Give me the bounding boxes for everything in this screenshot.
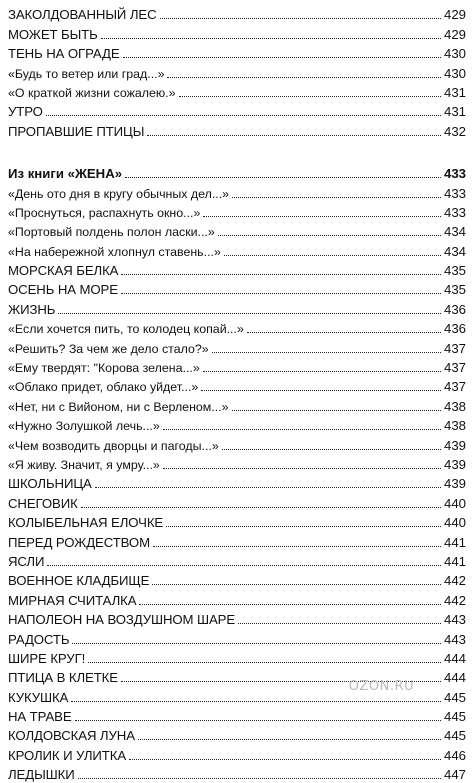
dot-leader	[201, 390, 441, 391]
dot-leader	[78, 778, 441, 779]
toc-entry-title: «Чем возводить дворцы и пагоды...»	[8, 438, 219, 453]
toc-entry	[8, 551, 466, 570]
toc-entry-title: ЯСЛИ	[8, 553, 45, 569]
toc-entry-title: «День ото дня в кругу обычных дел...»	[8, 186, 230, 201]
toc-entry-title: ТЕНЬ НА ОГРАДЕ	[8, 46, 120, 62]
toc-entry-title: МОРСКАЯ БЕЛКА	[8, 263, 119, 279]
dot-leader	[47, 565, 441, 566]
toc-entry	[8, 492, 466, 511]
dot-leader	[88, 662, 441, 663]
toc-entry	[8, 570, 466, 589]
toc-entry	[8, 725, 466, 744]
toc-entry-title: КОЛДОВСКАЯ ЛУНА	[8, 728, 135, 744]
toc-entry-title: «О краткой жизни сожалею.»	[8, 85, 176, 100]
dot-leader	[153, 546, 441, 547]
toc-entry-title: НАПОЛЕОН НА ВОЗДУШНОМ ШАРЕ	[8, 612, 236, 628]
dot-leader	[203, 371, 441, 372]
toc-entry-page: 442	[443, 592, 466, 608]
toc-entry-title: «Проснуться, распахнуть окно...»	[8, 205, 201, 220]
toc-entry	[8, 202, 466, 221]
toc-entry-title: ОСЕНЬ НА МОРЕ	[8, 282, 118, 298]
toc-entry-page: 434	[443, 243, 466, 259]
toc-entry	[8, 318, 466, 337]
dot-leader	[72, 643, 441, 644]
toc-entry-page: 440	[443, 495, 466, 511]
toc-entry	[8, 298, 466, 317]
toc-entry	[8, 609, 466, 628]
dot-leader	[138, 739, 441, 740]
toc-entry-page: 431	[443, 104, 466, 120]
toc-entry-page: 437	[443, 360, 466, 376]
dot-leader	[247, 332, 441, 333]
toc-entry-title: «Нужно Золушкой лечь...»	[8, 419, 160, 434]
toc-entry-page: 433	[443, 185, 466, 201]
toc-entry	[8, 120, 466, 139]
toc-entry-title: «Будь то ветер или град...»	[8, 66, 165, 81]
toc-entry-title: ЗАКОЛДОВАННЫЙ ЛЕС	[8, 7, 157, 23]
toc-entry-title: НА ТРАВЕ	[8, 709, 72, 725]
toc-entry-page: 445	[443, 728, 466, 744]
toc-entry-page: 438	[443, 398, 466, 414]
toc-entry	[8, 628, 466, 647]
toc-entry-title: МОЖЕТ БЫТЬ	[8, 26, 98, 42]
dot-leader	[163, 429, 441, 430]
dot-leader	[152, 584, 441, 585]
dot-leader	[224, 255, 441, 256]
dot-leader	[129, 759, 441, 760]
toc-entry-page: 435	[443, 263, 466, 279]
toc-entry-page: 446	[443, 747, 466, 763]
toc-entry-title: «Облако придет, облако уйдет...»	[8, 380, 199, 395]
dot-leader	[125, 177, 441, 178]
toc-entry-title: «Портовый полдень полон ласки...»	[8, 225, 215, 240]
toc-entry-title: ШИРЕ КРУГ!	[8, 650, 86, 666]
dot-leader	[121, 274, 441, 275]
dot-leader	[121, 293, 441, 294]
toc-entry-title: РАДОСТЬ	[8, 631, 70, 647]
toc-entry-page: 430	[443, 46, 466, 62]
toc-entry-page: 445	[443, 689, 466, 705]
toc-entry-page: 436	[443, 321, 466, 337]
toc-entry	[8, 357, 466, 376]
toc-entry	[8, 4, 466, 23]
dot-leader	[71, 701, 441, 702]
toc-entry-page: 438	[443, 418, 466, 434]
toc-entry-page: 443	[443, 612, 466, 628]
dot-leader	[147, 135, 441, 136]
toc-entry-title: КОЛЫБЕЛЬНАЯ ЕЛОЧКЕ	[8, 515, 164, 531]
toc-entry	[8, 260, 466, 279]
toc-entry-page: 429	[443, 7, 466, 23]
toc-entry-title: «Если хочется пить, то колодец копай...»	[8, 322, 244, 337]
section-gap	[8, 140, 466, 163]
toc-entry-title: ЛЕДЫШКИ	[8, 767, 75, 783]
dot-leader	[218, 235, 441, 236]
toc-entry	[8, 589, 466, 608]
toc-entry	[8, 744, 466, 763]
toc-entry-page: 441	[443, 553, 466, 569]
watermark: OZON.RU	[348, 679, 414, 694]
toc-entry-page: 437	[443, 379, 466, 395]
toc-entry-page: 440	[443, 515, 466, 531]
toc-entry-title: УТРО	[8, 104, 43, 120]
toc-entry-page: 444	[443, 650, 466, 666]
table-of-contents	[8, 4, 466, 783]
toc-entry	[8, 101, 466, 120]
toc-entry-page: 434	[443, 224, 466, 240]
section-heading-page: 433	[443, 166, 466, 182]
toc-entry	[8, 531, 466, 550]
toc-entry	[8, 240, 466, 259]
toc-entry	[8, 23, 466, 42]
toc-entry-page: 441	[443, 534, 466, 550]
dot-leader	[123, 57, 441, 58]
toc-entry	[8, 473, 466, 492]
toc-entry	[8, 415, 466, 434]
toc-entry	[8, 279, 466, 298]
dot-leader	[101, 38, 441, 39]
toc-entry-page: 439	[443, 437, 466, 453]
toc-entry	[8, 337, 466, 356]
dot-leader	[163, 468, 441, 469]
section-heading-title: Из книги «ЖЕНА»	[8, 166, 123, 182]
toc-entry-page: 432	[443, 123, 466, 139]
toc-entry-title: «Решить? За чем же дело стало?»	[8, 341, 209, 356]
dot-leader	[166, 526, 441, 527]
toc-entry-title: ВОЕННОЕ КЛАДБИЩЕ	[8, 573, 150, 589]
toc-entry-page: 447	[443, 767, 466, 783]
dot-leader	[238, 623, 441, 624]
toc-entry-page: 430	[443, 65, 466, 81]
toc-entry	[8, 648, 466, 667]
dot-leader	[75, 720, 441, 721]
toc-entry	[8, 434, 466, 453]
dot-leader	[139, 604, 441, 605]
toc-entry-title: ПТИЦА В КЛЕТКЕ	[8, 670, 118, 686]
toc-entry-page: 439	[443, 476, 466, 492]
toc-entry	[8, 82, 466, 101]
toc-entry-page: 445	[443, 709, 466, 725]
dot-leader	[167, 77, 441, 78]
toc-entry	[8, 395, 466, 414]
toc-entry-title: «Я живу. Значит, я умру...»	[8, 457, 160, 472]
dot-leader	[95, 487, 441, 488]
toc-entry-page: 442	[443, 573, 466, 589]
toc-section-1	[8, 4, 466, 140]
toc-entry-title: ПЕРЕД РОЖДЕСТВОМ	[8, 534, 150, 550]
toc-entry-title: ШКОЛЬНИЦА	[8, 476, 92, 492]
dot-leader	[81, 507, 441, 508]
toc-entry-page: 431	[443, 84, 466, 100]
dot-leader	[232, 197, 441, 198]
toc-entry	[8, 764, 466, 783]
dot-leader	[222, 449, 441, 450]
toc-section-heading	[8, 163, 466, 182]
toc-entry-title: «Нет, ни с Вийоном, ни с Верленом...»	[8, 399, 229, 414]
toc-entry-page: 439	[443, 456, 466, 472]
toc-entry	[8, 706, 466, 725]
toc-entry-title: ЖИЗНЬ	[8, 301, 56, 317]
toc-entry	[8, 454, 466, 473]
toc-entry-title: СНЕГОВИК	[8, 495, 78, 511]
toc-entry-page: 433	[443, 204, 466, 220]
dot-leader	[160, 18, 441, 19]
toc-entry-title: КРОЛИК И УЛИТКА	[8, 747, 127, 763]
toc-entry	[8, 62, 466, 81]
toc-entry-page: 444	[443, 670, 466, 686]
dot-leader	[58, 313, 441, 314]
toc-entry-page: 429	[443, 26, 466, 42]
toc-entry-title: ПРОПАВШИЕ ПТИЦЫ	[8, 123, 145, 139]
dot-leader	[232, 410, 441, 411]
toc-entry	[8, 376, 466, 395]
toc-entry-title: КУКУШКА	[8, 689, 69, 705]
dot-leader	[203, 216, 441, 217]
dot-leader	[212, 352, 441, 353]
toc-entry-page: 436	[443, 301, 466, 317]
toc-entry	[8, 512, 466, 531]
toc-entry-page: 437	[443, 340, 466, 356]
toc-entry	[8, 182, 466, 201]
dot-leader	[179, 96, 441, 97]
toc-entry-title: МИРНАЯ СЧИТАЛКА	[8, 592, 137, 608]
toc-entry-title: «Ему твердят: "Корова зелена...»	[8, 361, 200, 376]
toc-entry	[8, 221, 466, 240]
toc-entry	[8, 43, 466, 62]
dot-leader	[46, 115, 441, 116]
toc-entry-page: 435	[443, 282, 466, 298]
toc-entry-title: «На набережной хлопнул ставень...»	[8, 244, 221, 259]
toc-entry-page: 443	[443, 631, 466, 647]
